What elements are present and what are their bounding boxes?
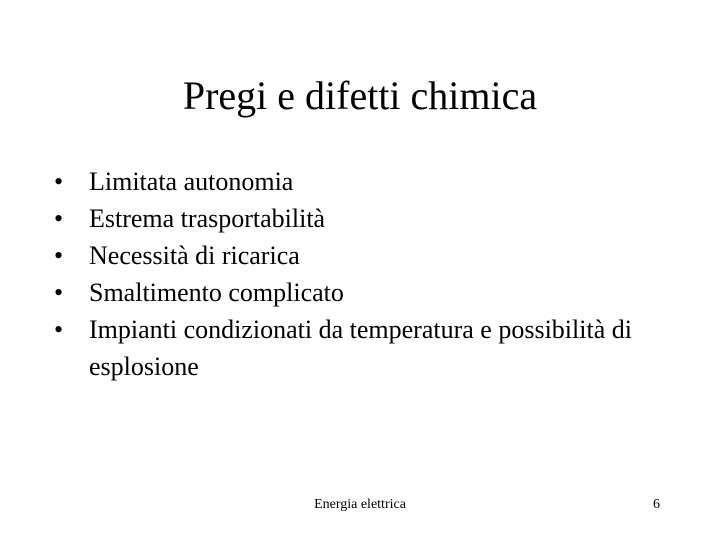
footer-title: Energia elettrica bbox=[314, 497, 406, 512]
bullet-text: Impianti condizionati da temperatura e possibilità di esplosione bbox=[89, 315, 632, 381]
bullet-icon: • bbox=[54, 167, 64, 196]
bullet-item bbox=[54, 274, 654, 311]
bullet-item bbox=[54, 311, 654, 385]
bullet-icon: • bbox=[54, 315, 64, 344]
bullet-text: Estrema trasportabilità bbox=[89, 204, 326, 233]
page-number: 6 bbox=[653, 497, 660, 512]
bullet-icon: • bbox=[54, 241, 64, 270]
bullet-item bbox=[54, 237, 654, 274]
bullet-item bbox=[54, 163, 654, 200]
slide-title: Pregi e difetti chimica bbox=[182, 73, 538, 118]
bullet-text: Smaltimento complicato bbox=[89, 278, 344, 307]
bullet-list bbox=[54, 163, 654, 385]
bullet-icon: • bbox=[54, 278, 64, 307]
bullet-text: Limitata autonomia bbox=[89, 167, 294, 196]
bullet-icon: • bbox=[54, 204, 64, 233]
bullet-text: Necessità di ricarica bbox=[89, 241, 300, 270]
bullet-item bbox=[54, 200, 654, 237]
